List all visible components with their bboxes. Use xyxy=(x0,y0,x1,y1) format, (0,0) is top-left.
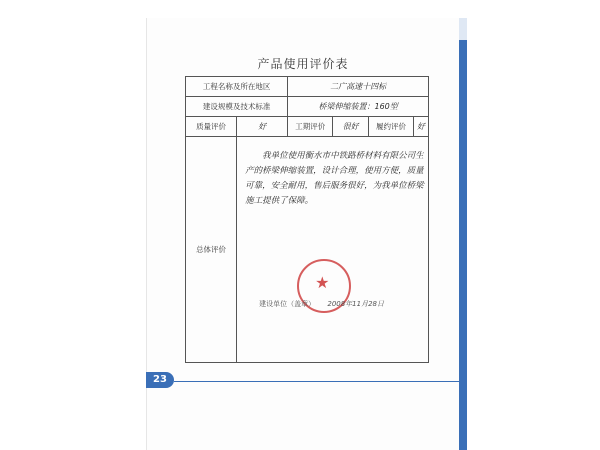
fulfillment-label: 履约评价 xyxy=(368,117,413,137)
schedule-value: 很好 xyxy=(333,117,369,137)
quality-value: 好 xyxy=(237,117,288,137)
quality-label: 质量评价 xyxy=(186,117,237,137)
signature-line xyxy=(259,299,439,309)
scale-label: 建设规模及技术标准 xyxy=(186,97,288,117)
form-row-scale xyxy=(186,97,429,117)
form-row-overall xyxy=(186,137,429,363)
seal-star-icon: ★ xyxy=(315,273,330,292)
page-edge-highlight xyxy=(459,18,467,40)
evaluation-form xyxy=(185,76,429,363)
page-number-tab: 23 xyxy=(146,372,174,388)
fulfillment-value: 好 xyxy=(414,117,429,137)
overall-evaluation-cell xyxy=(237,137,429,363)
signature-label: 建设单位（盖章） xyxy=(259,300,316,308)
project-value: 二广高速十四标 xyxy=(288,77,429,97)
page-edge-band xyxy=(459,18,467,450)
signature-date: 2008年11月28日 xyxy=(327,300,384,308)
form-row-ratings xyxy=(186,117,429,137)
scale-value: 桥梁伸缩装置：160型 xyxy=(288,97,429,117)
overall-evaluation-text: 我单位使用衡水市中铁路桥材料有限公司生产的桥梁伸缩装置，设计合理，使用方便，质量可靠，安全耐用，售后服务很好，为我单位桥梁施工提供了保障。 xyxy=(245,151,424,206)
document-title: 产品使用评价表 xyxy=(257,57,349,71)
overall-label: 总体评价 xyxy=(186,137,237,363)
page-footer-rule xyxy=(174,381,460,382)
schedule-label: 工期评价 xyxy=(288,117,333,137)
form-row-project xyxy=(186,77,429,97)
project-label: 工程名称及所在地区 xyxy=(186,77,288,97)
